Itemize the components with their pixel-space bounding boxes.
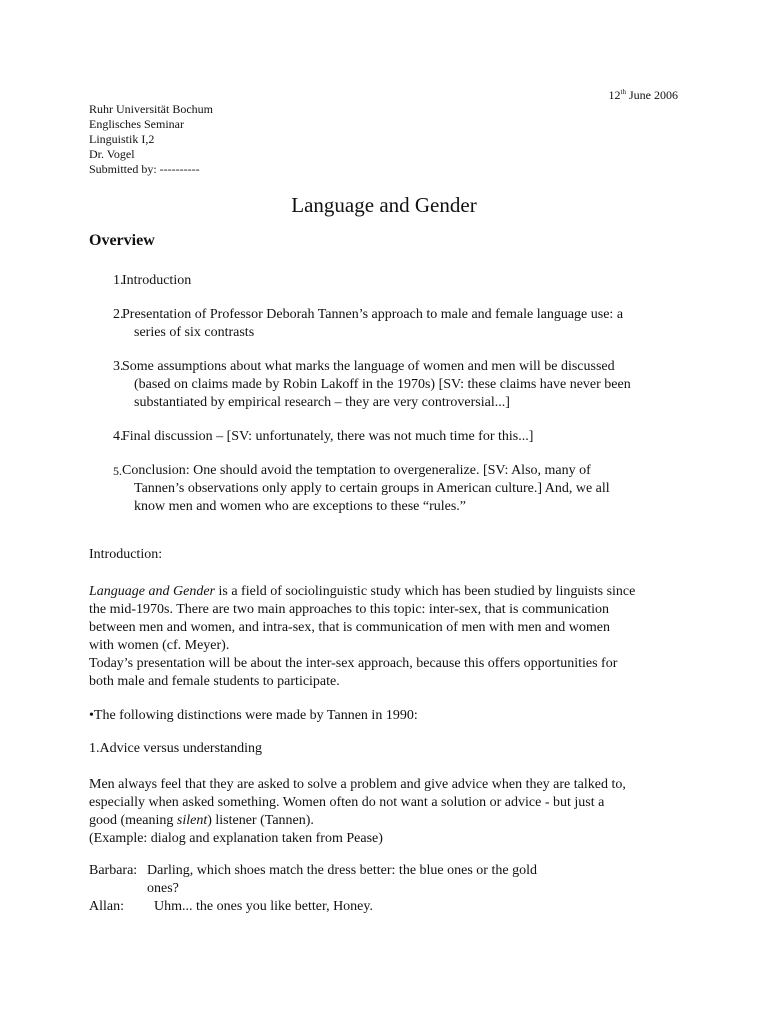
overview-item-1	[113, 272, 683, 290]
university-line: Ruhr Universität Bochum	[89, 102, 213, 116]
document-date: 12th June 2006	[608, 88, 678, 102]
overview-item-text: substantiated by empirical research – they are very controversial...]	[134, 395, 510, 410]
overview-item-2	[113, 306, 683, 342]
paragraph-line: both male and female students to participate.	[89, 674, 340, 689]
overview-item-text: series of six contrasts	[134, 325, 255, 340]
speaker-name: Allan:	[89, 899, 124, 914]
submitted-by-line: Submitted by: ----------	[89, 162, 200, 176]
overview-item-number: 4.	[113, 429, 124, 444]
overview-item-text: Introduction	[122, 273, 192, 288]
introduction-paragraph	[89, 583, 689, 691]
dialog-line-barbara	[89, 862, 537, 880]
overview-item-4	[113, 428, 683, 446]
dialog-text: Uhm... the ones you like better, Honey.	[147, 899, 373, 914]
paragraph-line: Language and Gender is a field of sociolinguistic study which has been studied by linguists since	[89, 584, 636, 599]
dialog-line-allan	[89, 898, 373, 916]
seminar-line: Englisches Seminar	[89, 117, 184, 131]
paragraph-line: (Example: dialog and explanation taken from Pease)	[89, 831, 383, 846]
dialog-text: Darling, which shoes match the dress better: the blue ones or the gold	[147, 863, 537, 878]
paragraph-line: the mid-1970s. There are two main approaches to this topic: inter-sex, that is communication	[89, 602, 610, 617]
overview-item-3	[113, 358, 683, 412]
course-line: Linguistik I,2	[89, 132, 155, 146]
paragraph-line: with women (cf. Meyer).	[89, 638, 230, 653]
advice-subheading: 1.Advice versus understanding	[89, 741, 263, 756]
overview-item-text: know men and women who are exceptions to these “rules.”	[134, 499, 467, 514]
overview-item-number: 2.	[113, 307, 124, 322]
paragraph-line: Today’s presentation will be about the inter-sex approach, because this offers opportunities for	[89, 656, 618, 671]
overview-item-text: Presentation of Professor Deborah Tannen’s approach to male and female language use: a	[122, 307, 624, 322]
sender-info	[89, 102, 213, 177]
speaker-name: Barbara:	[89, 863, 138, 878]
overview-item-text: Some assumptions about what marks the language of women and men will be discussed	[122, 359, 615, 374]
introduction-label: Introduction:	[89, 547, 163, 562]
overview-item-number: 1.	[113, 273, 124, 288]
topic-term: Language and Gender	[89, 584, 215, 599]
paragraph-line: between men and women, and intra-sex, that is communication of men with men and women	[89, 620, 610, 635]
overview-item-text: Final discussion – [SV: unfortunately, there was not much time for this...]	[122, 429, 534, 444]
document-title: Language and Gender	[291, 193, 477, 217]
paragraph-line: good (meaning silent) listener (Tannen).	[89, 813, 314, 828]
overview-item-number: 5.	[113, 464, 122, 478]
instructor-line: Dr. Vogel	[89, 147, 135, 161]
overview-heading: Overview	[89, 232, 155, 249]
overview-item-5	[113, 462, 683, 516]
paragraph-line: Men always feel that they are asked to solve a problem and give advice when they are talked to,	[89, 777, 626, 792]
overview-item-text: Conclusion: One should avoid the temptation to overgeneralize. [SV: Also, many of	[122, 463, 591, 478]
overview-item-number: 3.	[113, 359, 124, 374]
dialog-line-barbara-cont: ones?	[147, 881, 179, 896]
distinctions-bullet: •The following distinctions were made by Tannen in 1990:	[89, 708, 418, 723]
paragraph-line: especially when asked something. Women often do not want a solution or advice - but just a	[89, 795, 605, 810]
overview-item-text: (based on claims made by Robin Lakoff in the 1970s) [SV: these claims have never been	[134, 377, 631, 392]
advice-paragraph	[89, 776, 689, 848]
overview-item-text: Tannen’s observations only apply to certain groups in American culture.] And, we all	[134, 481, 610, 496]
